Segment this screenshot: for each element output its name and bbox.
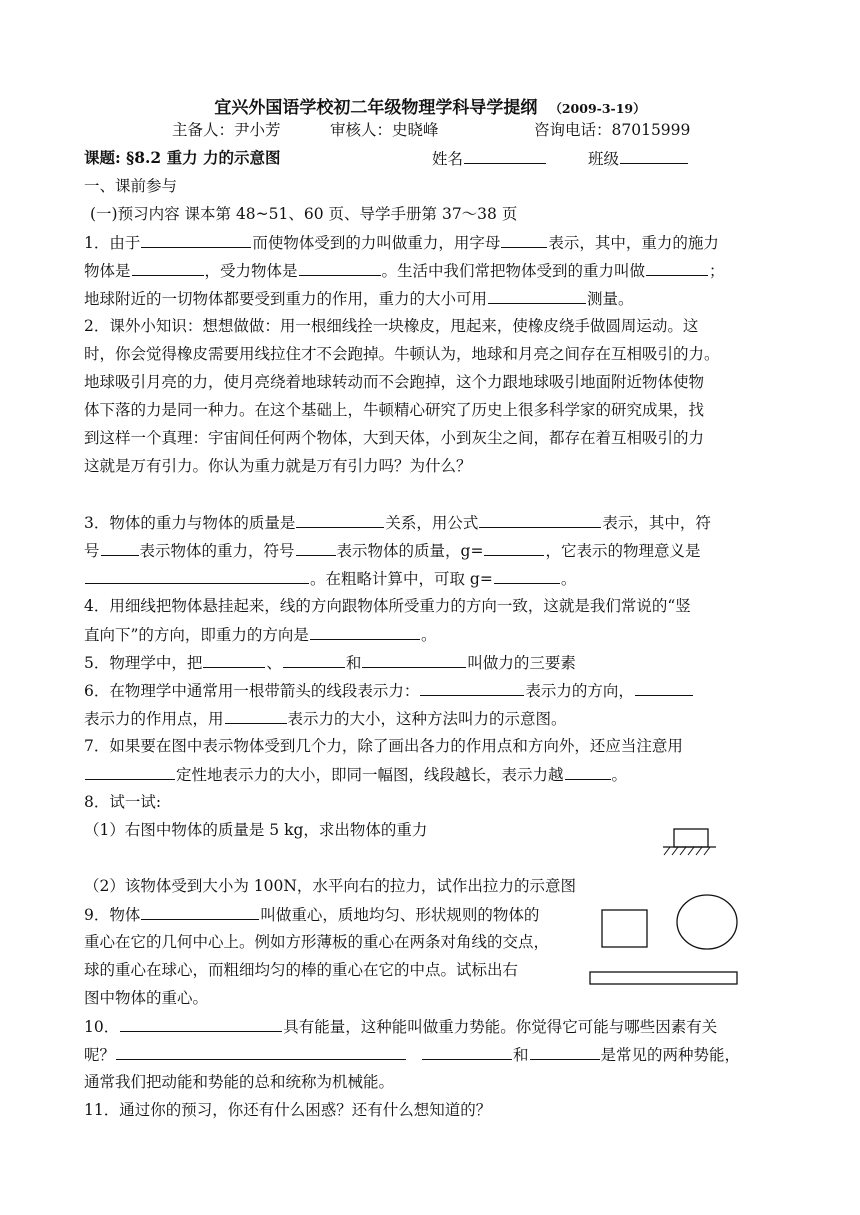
q9-text-a: 9．物体 [84,906,141,924]
q10-line1 [84,1016,717,1037]
q7-blank-1[interactable] [85,764,175,780]
rod-shape [590,972,737,984]
q2-line6: 这就是万有引力。你认为重力就是万有引力吗？为什么？ [84,457,472,475]
q3-text-i: 。 [560,570,577,588]
class-blank[interactable] [620,148,688,164]
q4-text-b: 直向下”的方向，即重力的方向是 [84,626,309,644]
q10-blank-2[interactable] [116,1044,406,1060]
q3-line1 [84,512,711,533]
square-shape [602,910,647,947]
q1-text-h: 地球附近的一切物体都要受到重力的作用，重力的大小可用 [84,290,488,308]
block-on-ground-figure [660,824,720,860]
q10-blank-4[interactable] [530,1044,600,1060]
block-shape [674,829,708,847]
q10-text-b: 具有能量，这种能叫做重力势能。你觉得它可能与哪些因素有关 [283,1018,718,1036]
q1-text-e: ，受力物体是 [204,262,298,280]
q6-line2 [84,708,567,729]
q11-line: 11．通过你的预习，你还有什么困惑？还有什么想知道的？ [84,1101,492,1119]
q1-blank-2[interactable] [501,232,547,248]
q1-text-a: 1．由于 [84,234,141,252]
q9-line1 [84,904,539,925]
q7-text-c: 。 [611,766,628,784]
q4-blank-1[interactable] [310,624,420,640]
q6-text-d: 表示力的大小，这种方法叫力的示意图。 [287,710,567,728]
q3-line2 [84,540,700,561]
q6-blank-2[interactable] [635,680,693,696]
section-heading: 一、课前参与 [84,177,178,195]
q10-blank-3[interactable] [422,1044,512,1060]
q3-blank-6[interactable] [85,568,309,584]
name-label: 姓名 [432,150,464,168]
q7-line1: 7．如果要在图中表示物体受到几个力，除了画出各力的作用点和方向外，还应当注意用 [84,737,683,755]
q7-blank-2[interactable] [565,764,611,780]
class-field [588,148,689,169]
name-field [432,148,547,169]
q2-line5: 到这样一个真理：宇宙间任何两个物体，大到天体，小到灰尘之间，都存在着互相吸引的力 [84,429,705,447]
q1-text-f: 。生活中我们常把物体受到的重力叫做 [381,262,646,280]
q9-text-b: 叫做重心，质地均匀、形状规则的物体的 [260,906,540,924]
q4-line2 [84,624,436,645]
q5-line [84,652,576,673]
q3-text-g: ，它表示的物理意义是 [545,542,701,560]
q10-text-d: 和 [513,1046,529,1064]
q1-blank-6[interactable] [488,288,586,304]
q10-text-e: 是常见的两种势能， [600,1046,741,1064]
q1-text-i: 测量。 [587,290,634,308]
q1-text-g: ； [709,262,725,280]
q5-blank-2[interactable] [283,652,345,668]
q3-text-d: 号 [84,542,100,560]
q9-line3: 球的重心在球心，而粗细均匀的棒的重心在它的中点。试标出右 [84,961,519,979]
q3-text-e: 表示物体的重力，符号 [139,542,295,560]
name-blank[interactable] [464,148,546,164]
q3-text-h: 。在粗略计算中，可取 g= [310,570,493,588]
q6-blank-3[interactable] [225,708,287,724]
q3-text-c: 表示，其中，符 [602,514,711,532]
q1-blank-3[interactable] [132,260,204,276]
document-title [0,93,860,118]
q5-blank-1[interactable] [203,652,265,668]
q2-line2: 时，你会觉得橡皮需要用线拉住才不会跑掉。牛顿认为，地球和月亮之间存在互相吸引的力。 [84,345,720,363]
q5-blank-3[interactable] [362,652,466,668]
reviewer: 审核人：史晓峰 [330,121,439,139]
title-text: 宜兴外国语学校初二年级物理学科导学提纲 [214,98,538,118]
q2-line1: 2．课外小知识：想想做做：用一根细线拴一块橡皮，甩起来，使橡皮绕手做圆周运动。这 [84,317,699,335]
q10-text-c: 呢？ [84,1046,116,1064]
q10-blank-1[interactable] [120,1016,282,1032]
q3-blank-3[interactable] [101,540,139,556]
phone: 咨询电话：87015999 [534,121,691,139]
q3-blank-4[interactable] [296,540,336,556]
q3-text-a: 3．物体的重力与物体的质量是 [84,514,296,532]
q3-blank-2[interactable] [479,512,601,528]
q6-text-c: 表示力的作用点，用 [84,710,224,728]
q3-blank-1[interactable] [296,512,384,528]
q4-text-c: 。 [420,626,437,644]
topic-label: 课题: §8.2 重力 力的示意图 [84,148,281,167]
preview-content: (一)预习内容 课本第 48~51、60 页、导学手册第 37～38 页 [90,205,518,223]
title-date: （2009-3-19） [549,101,646,116]
q9-line4: 图中物体的重心。 [84,989,209,1007]
q6-line1 [84,680,694,701]
q6-blank-1[interactable] [420,680,524,696]
q3-blank-7[interactable] [494,568,560,584]
q1-blank-5[interactable] [646,260,708,276]
q1-text-d: 物体是 [84,262,131,280]
q3-text-b: 关系，用公式 [385,514,479,532]
q7-line2 [84,764,627,785]
q1-blank-1[interactable] [141,232,251,248]
q5-text-d: 叫做力的三要素 [467,654,576,672]
q1-blank-4[interactable] [299,260,381,276]
q9-line2: 重心在它的几何中心上。例如方形薄板的重心在两条对角线的交点， [84,933,550,951]
q4-line1: 4．用细线把物体悬挂起来，线的方向跟物体所受重力的方向一致，这就是我们常说的“竖 [84,597,691,615]
q2-line4: 体下落的力是同一种力。在这个基础上，牛顿精心研究了历史上很多科学家的研究成果，找 [84,401,705,419]
q5-text-c: 和 [345,654,362,672]
q6-text-b: 表示力的方向， [525,682,634,700]
q3-text-f: 表示物体的质量，g= [336,542,484,560]
q1-text-b: 而使物体受到的力叫做重力，用字母 [252,234,501,252]
q7-text-b: 定性地表示力的大小，即同一幅图，线段越长，表示力越 [176,766,564,784]
preparer: 主备人：尹小芳 [172,121,281,139]
q1-line1 [84,232,719,253]
q8-part1: （1）右图中物体的质量是 5 kg，求出物体的重力 [84,821,428,839]
square-plate-figure [600,908,650,950]
q8-heading: 8．试一试: [84,793,162,811]
q1-line2 [84,260,725,281]
circle-shape [677,895,737,949]
q2-line3: 地球吸引月亮的力，使月亮绕着地球转动而不会跑掉，这个力跟地球吸引地面附近物体使物 [84,373,705,391]
q3-line3 [84,568,576,589]
q8-part2: （2）该物体受到大小为 100N，水平向右的拉力，试作出拉力的示意图 [84,877,576,895]
rod-figure [588,970,740,988]
q6-text-a: 6．在物理学中通常用一根带箭头的线段表示力： [84,682,420,700]
q9-blank-1[interactable] [141,904,259,920]
q1-text-c: 表示，其中，重力的施力 [548,234,719,252]
q10-line3: 通常我们把动能和势能的总和统称为机械能。 [84,1073,395,1091]
ball-figure [674,893,740,951]
q5-text-b: 、 [266,654,282,672]
q5-text-a: 5．物理学中，把 [84,654,203,672]
ground-hatch [664,847,710,855]
q10-line2 [84,1044,740,1065]
q3-blank-5[interactable] [484,540,544,556]
class-label: 班级 [588,150,620,168]
q1-line3 [84,288,634,309]
q10-text-a: 10． [84,1018,120,1036]
